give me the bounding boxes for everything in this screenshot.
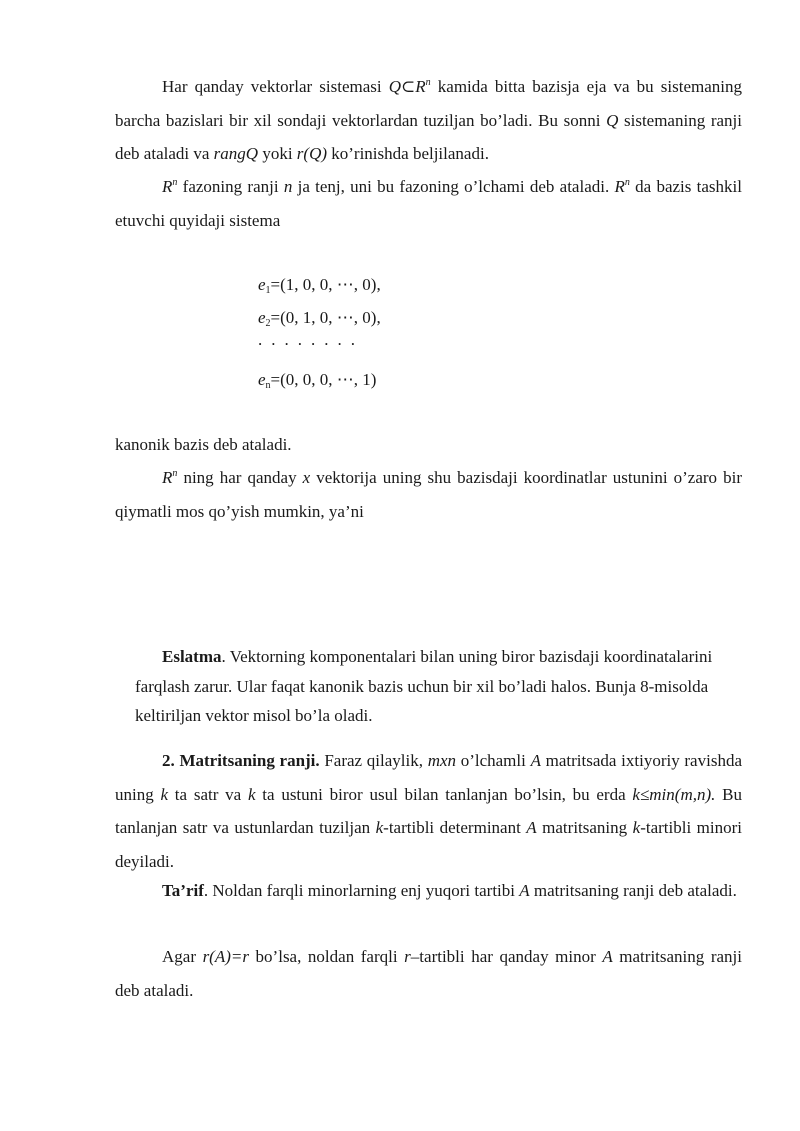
math-mxn: mxn [427, 751, 457, 770]
math-n: n [624, 177, 630, 188]
text: Har qanday vektorlar sistemasi [162, 77, 389, 96]
basis-vector-en [258, 363, 376, 397]
paragraph-system-rank [115, 70, 742, 171]
vector-value: =(0, 1, 0, ⋯, 0), [270, 308, 381, 327]
text: ja tenj, uni bu fazoning o’lchami deb ataladi. [292, 177, 615, 196]
paragraph-definition [115, 874, 742, 908]
text: –tartibli har qanday minor [410, 947, 603, 966]
text: matritsaning ranji deb ataladi. [529, 881, 737, 900]
math-a: A [530, 751, 541, 770]
math-n: n [425, 77, 431, 88]
paragraph-canonical-basis: kanonik bazis deb ataladi. [115, 435, 292, 454]
math-e: e [258, 370, 266, 389]
math-r-lower: r [404, 947, 411, 966]
section-matrix-rank [115, 744, 742, 878]
text: matritsaning [536, 818, 633, 837]
vector-value: =(1, 0, 0, ⋯, 0), [270, 275, 381, 294]
text: bo’lsa, noldan farqli [248, 947, 405, 966]
math-ra: r(A)=r [202, 947, 249, 966]
text: Bu tanlanjan satr va ustunlardan tuziljan [115, 784, 742, 837]
math-e: e [258, 308, 266, 327]
math-n: n [172, 177, 178, 188]
text: fazoning ranji [177, 177, 284, 196]
text: kamida bitta bazisja eja va bu sistemaning barcha bazislari bir xil sondaji vektorlardan tuziljan bo’ladi. Bu sonni [115, 77, 742, 130]
math-q: Q [388, 77, 402, 96]
text: ning har qanday [177, 468, 303, 487]
math-k: k [632, 818, 641, 837]
math-a: A [526, 818, 537, 837]
subset-symbol: ⊂ [401, 77, 416, 96]
math-rq: r(Q) [296, 144, 328, 163]
paragraph-coordinates [115, 461, 742, 528]
math-k: k [375, 818, 384, 837]
text: -tartibli minori deyiladi. [115, 818, 742, 871]
math-x: x [302, 468, 311, 487]
ellipsis-dots: ........ [258, 330, 364, 349]
text: vektorija uning shu bazisdaji koordinatlar ustunini o’zaro bir qiymatli mos qo’yish mumkin, ya’ni [115, 468, 742, 521]
text: matritsaning ranji deb ataladi. [115, 947, 743, 1000]
text: ta ustuni biror usul bilan tanlanjan bo’lsin, bu erda [255, 784, 633, 804]
index: n [265, 380, 271, 391]
text: da bazis tashkil etuvchi quyidaji sistema [115, 177, 742, 230]
text: o’lchamli [456, 751, 531, 770]
math-a: A [602, 947, 613, 966]
basis-vector-e1 [258, 268, 381, 302]
math-k: k [160, 784, 169, 804]
section-heading: 2. Matritsaning ranji. [162, 751, 320, 770]
text: yoki [258, 144, 297, 163]
text: . Noldan farqli minorlarning enj yuqori tartibi [203, 881, 520, 900]
math-a: A [519, 881, 530, 900]
paragraph-space-rank [115, 170, 742, 237]
paragraph-rank-minor [115, 940, 742, 1007]
text: matritsada ixtiyoriy ravishda uning [115, 751, 742, 804]
index: 1 [265, 285, 271, 296]
math-r: R [162, 177, 173, 196]
math-n: n [172, 468, 178, 479]
math-r: R [415, 77, 426, 96]
math-rangq: rangQ [213, 144, 259, 163]
math-kmin: k≤min(m,n). [632, 784, 716, 804]
note-block [135, 642, 735, 731]
math-q: Q [606, 110, 619, 130]
definition-label: Ta’rif [162, 881, 204, 900]
index: 2 [265, 318, 271, 329]
math-k: k [247, 784, 256, 804]
text: sistemaning ranji deb ataladi va [115, 110, 742, 163]
text: Agar [162, 947, 203, 966]
text: ko’rinishda beljilanadi. [327, 144, 489, 163]
math-r: R [162, 468, 173, 487]
math-n: n [283, 177, 293, 196]
math-e: e [258, 275, 266, 294]
note-label: Eslatma [162, 647, 222, 666]
text: Faraz qilaylik, [319, 751, 428, 770]
text: -tartibli determinant [383, 818, 527, 837]
note-text: . Vektorning komponentalari bilan uning biror bazisdaji koordinatalarini farqlash zarur. Ular faqat kanonik bazis uchun bir xil bo’ladi halos. Bunja 8-misolda keltiriljan vektor misol bo’la oladi. [135, 647, 713, 725]
vector-value: =(0, 0, 0, ⋯, 1) [270, 370, 377, 389]
text: ta satr va [168, 784, 248, 804]
math-r: R [614, 177, 625, 196]
